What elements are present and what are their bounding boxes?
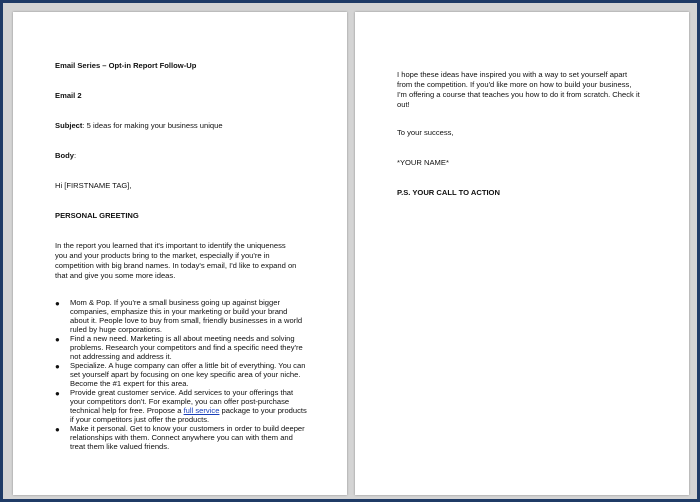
list-item [55, 361, 307, 388]
body-heading [55, 151, 76, 161]
closing-paragraph [397, 70, 640, 110]
closing-line: I hope these ideas have inspired you with a way to set yourself apart [397, 70, 628, 79]
subject-line [55, 121, 223, 131]
page-1 [13, 12, 347, 495]
list-item-line: Make it personal. Get to know your customers in order to build deeper [70, 424, 305, 433]
intro-line: In the report you learned that it's important to identify the uniqueness [55, 241, 286, 250]
greeting: Hi [FIRSTNAME TAG], [55, 181, 132, 190]
list-item-line: about it. People love to buy from small, friendly businesses in a world [70, 316, 303, 325]
list-item [55, 388, 307, 424]
sign-off: To your success, [397, 128, 454, 137]
intro-line: that and give you some more ideas. [55, 271, 176, 280]
list-item-line: relationships with them. Connect anywhere you can with them and [70, 433, 293, 442]
list-item-line: if your competitors just offer the products. [70, 415, 210, 424]
intro-paragraph [55, 241, 296, 281]
list-item-line: Become the #1 expert for this area. [70, 379, 189, 388]
list-item-text: technical help for free. Propose a [70, 406, 184, 415]
list-item-line: not addressing and address it. [70, 352, 172, 361]
bullet-icon: ● [55, 335, 60, 344]
signature-name: *YOUR NAME* [397, 158, 449, 167]
list-item-line: Find a new need. Marketing is all about meeting needs and solving [70, 334, 295, 343]
list-item-line: problems. Research your competitors and find a specific need they're [70, 343, 303, 352]
list-item [55, 424, 307, 451]
ps-call-to-action: P.S. YOUR CALL TO ACTION [397, 188, 500, 197]
subject-text: : 5 ideas for making your business unique [82, 121, 223, 130]
personal-greeting: PERSONAL GREETING [55, 211, 139, 220]
list-item-line: set yourself apart by focusing on one key specific area of your niche. [70, 370, 301, 379]
page-2 [355, 12, 689, 495]
bullet-icon: ● [55, 362, 60, 371]
full-service-link[interactable]: full service [183, 406, 220, 415]
intro-line: competition with big brand names. In today's email, I'd like to expand on [55, 261, 297, 270]
list-item-line: ruled by huge corporations. [70, 325, 163, 334]
list-item-line [70, 406, 307, 415]
email-number: Email 2 [55, 91, 82, 100]
list-item [55, 298, 307, 334]
ideas-list [55, 298, 307, 451]
list-item-line: your competitors don't. For example, you can offer post-purchase [70, 397, 290, 406]
intro-line: you and your products bring to the market, especially if you're in [55, 251, 270, 260]
series-title: Email Series – Opt-in Report Follow-Up [55, 61, 197, 70]
closing-line: from the competition. If you'd like more on how to build your business, [397, 80, 632, 89]
closing-line: I'm offering a course that teaches you how to do it from scratch. Check it [397, 90, 640, 99]
list-item-line: treat them like valued friends. [70, 442, 170, 451]
list-item-line: Provide great customer service. Add services to your offerings that [70, 388, 294, 397]
closing-line: out! [397, 100, 410, 109]
list-item-line: Mom & Pop. If you're a small business going up against bigger [70, 298, 280, 307]
list-item-text: package to your products [219, 406, 307, 415]
subject-label: Subject [55, 121, 83, 130]
bullet-icon: ● [55, 299, 60, 308]
list-item-line: Specialize. A huge company can offer a little bit of everything. You can [70, 361, 306, 370]
bullet-icon: ● [55, 389, 60, 398]
body-colon: : [73, 151, 77, 160]
bullet-icon: ● [55, 425, 60, 434]
body-label: Body [55, 151, 74, 160]
list-item [55, 334, 307, 361]
document-viewer [3, 3, 697, 499]
list-item-line: companies, emphasize this in your marketing or build your brand [70, 307, 288, 316]
